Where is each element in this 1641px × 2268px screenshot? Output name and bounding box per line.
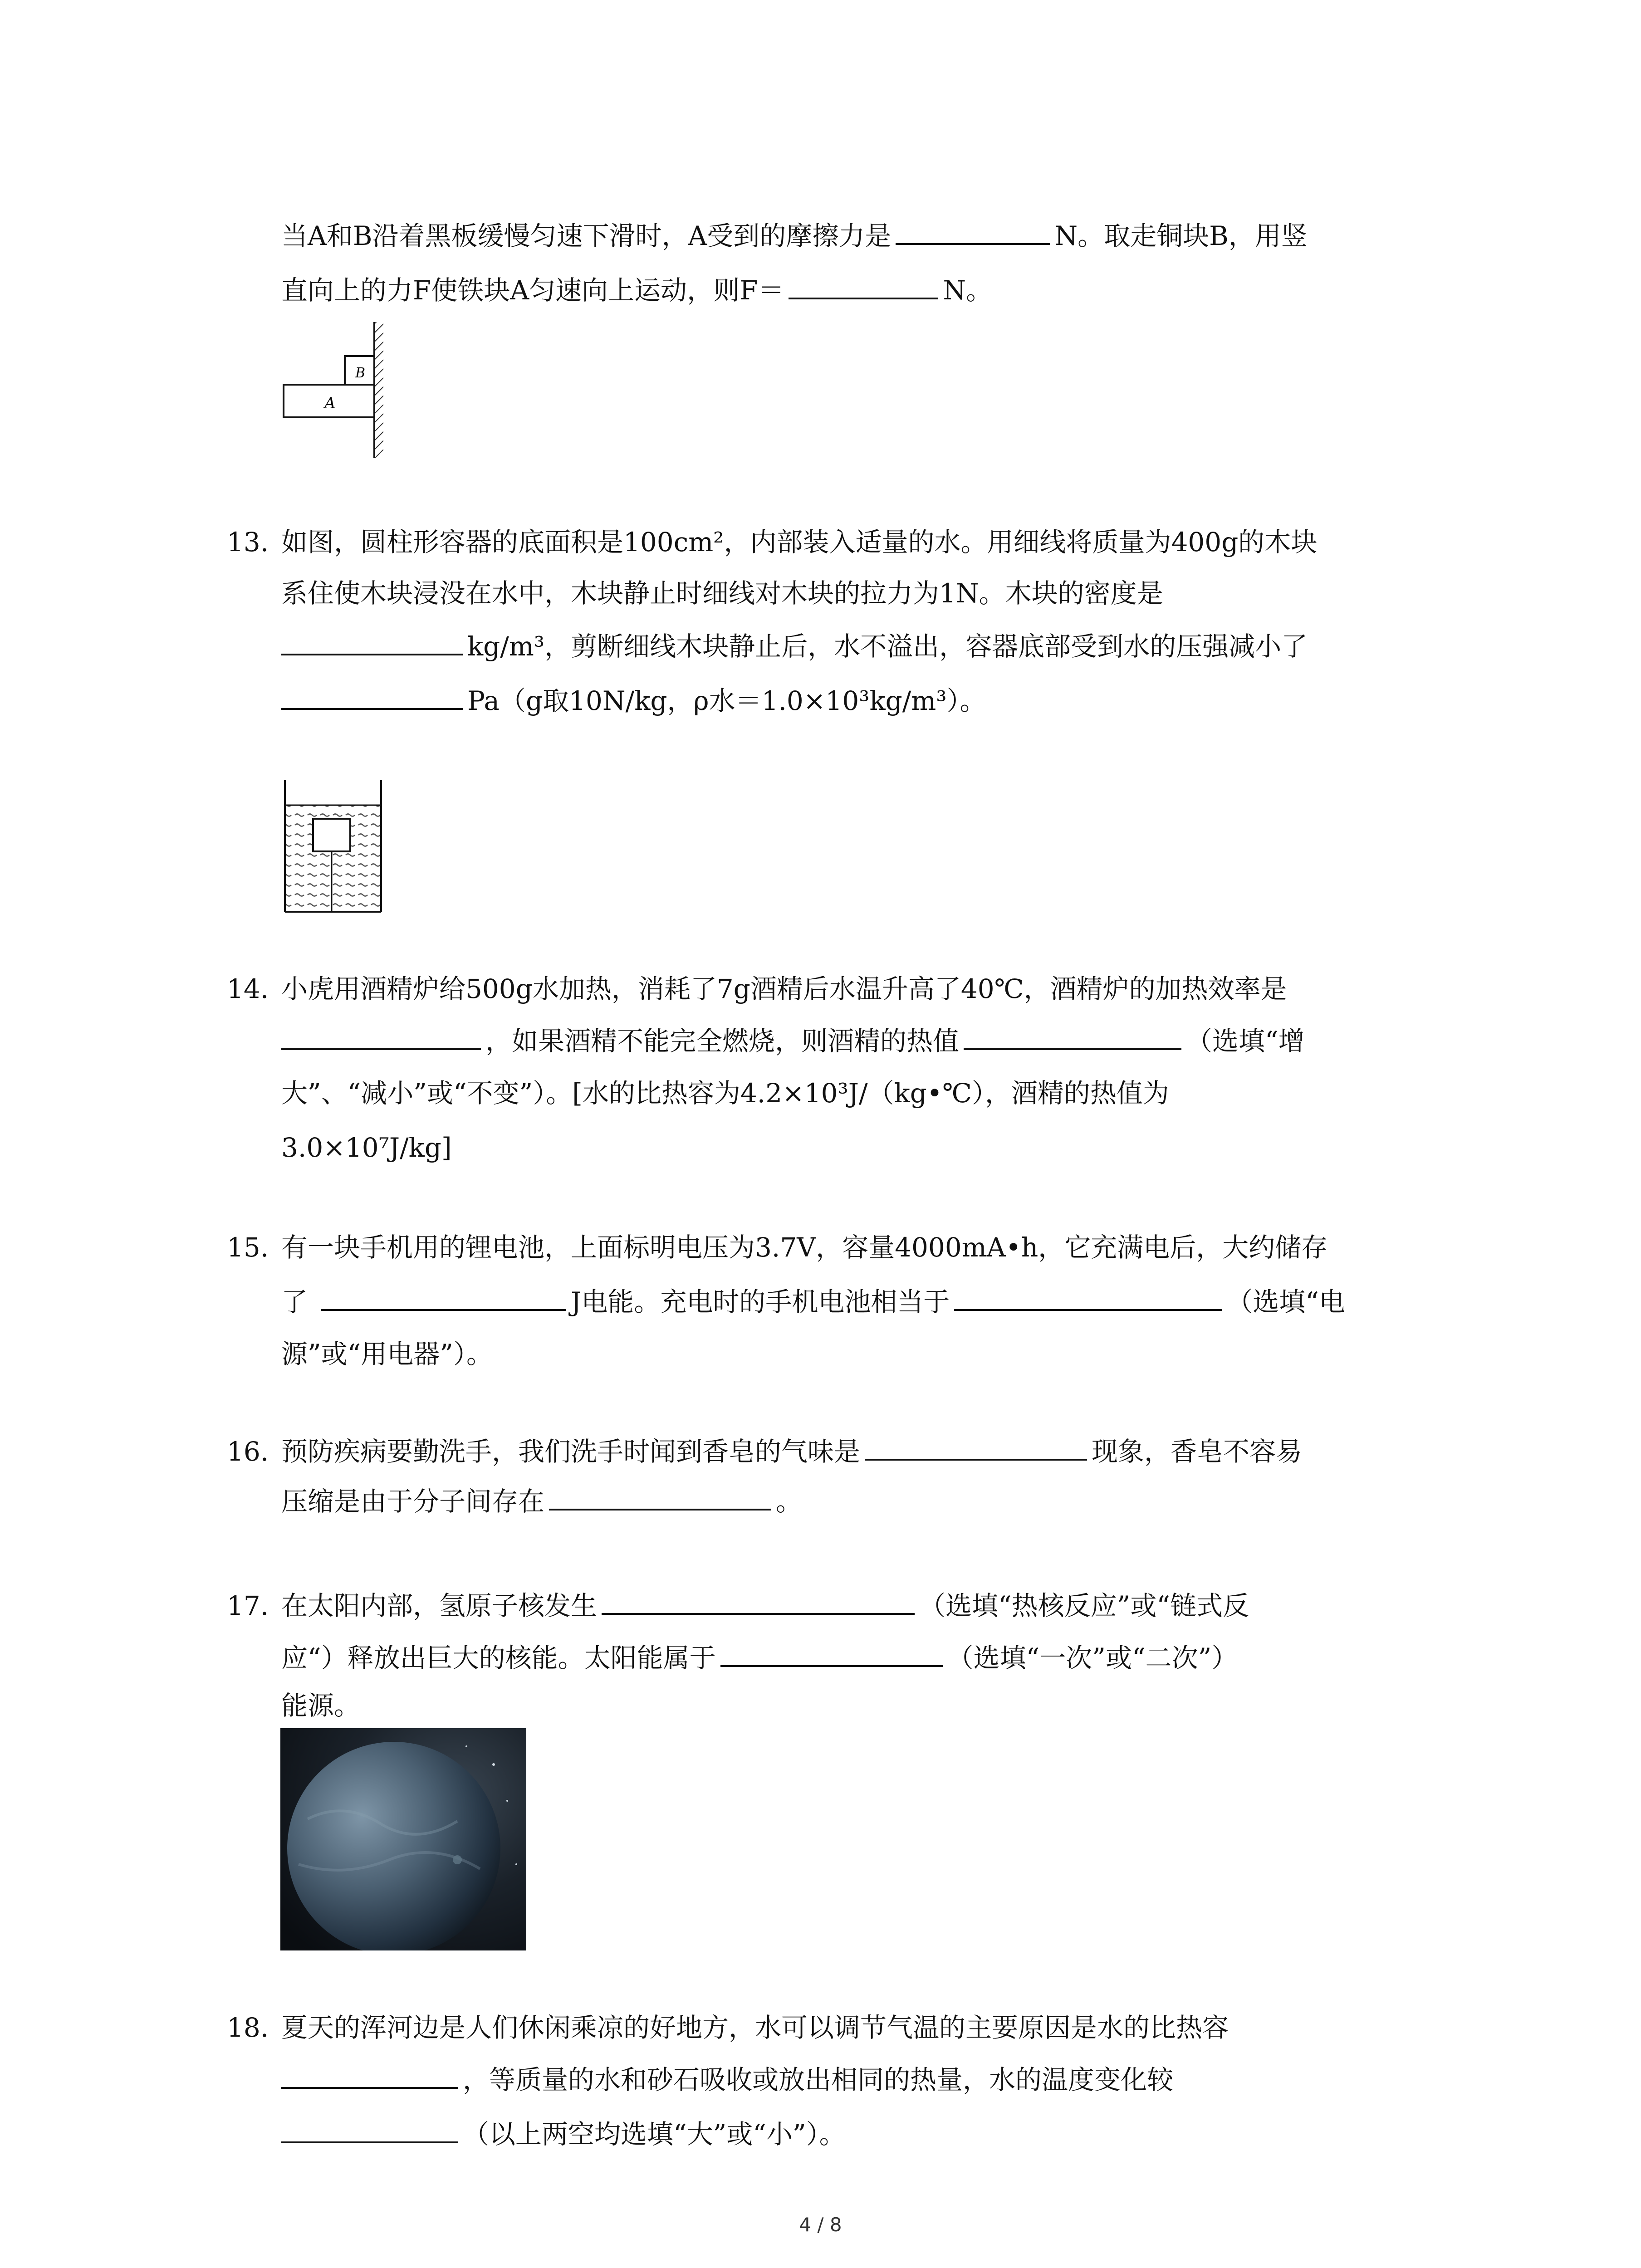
q13-line-3 — [281, 628, 1308, 665]
q17-blank-1[interactable] — [602, 1590, 915, 1615]
q14-line-2 — [281, 1023, 1305, 1059]
q17-text: 在太阳内部，氢原子核发生 — [281, 1590, 598, 1621]
q15-blank-1[interactable] — [321, 1286, 566, 1311]
q16-text: 。 — [776, 1486, 803, 1517]
q17-text: 应“）释放出巨大的核能。太阳能属于 — [281, 1642, 716, 1673]
planet — [287, 1742, 500, 1950]
blackboard-wall — [374, 322, 383, 458]
q15-text: （选填“电 — [1226, 1286, 1345, 1317]
q15-line-3: 源”或“用电器”）。 — [281, 1339, 493, 1369]
q13-text: Pa（g取10N/kg，ρ水＝1.0×10³kg/m³）。 — [467, 685, 986, 716]
q18-line-1: 夏天的浑河边是人们休闲乘凉的好地方，水可以调节气温的主要原因是水的比热容 — [281, 2012, 1229, 2043]
q13-line-4 — [281, 683, 986, 719]
q17-line-3: 能源。 — [281, 1690, 361, 1721]
q13-text: kg/m³，剪断细线木块静止后，水不溢出，容器底部受到水的压强减小了 — [467, 631, 1308, 662]
q15-text: 了 — [281, 1286, 308, 1317]
q15-text: J电能。充电时的手机电池相当于 — [571, 1286, 950, 1317]
page-number: 4 / 8 — [799, 2214, 842, 2236]
q16-blank-2[interactable] — [549, 1486, 771, 1510]
q16-text: 压缩是由于分子间存在 — [281, 1486, 545, 1517]
q18-text: ，等质量的水和砂石吸收或放出相同的热量，水的温度变化较 — [463, 2064, 1174, 2095]
q16-line-1 — [281, 1433, 1302, 1470]
q18-line-3 — [281, 2116, 846, 2152]
q17-line-1 — [281, 1588, 1249, 1624]
q17-number: 17. — [227, 1590, 269, 1621]
q17-blank-2[interactable] — [720, 1642, 943, 1667]
q15-blank-2[interactable] — [954, 1286, 1222, 1311]
q16-number: 16. — [227, 1436, 269, 1467]
q18-line-2 — [281, 2062, 1173, 2098]
wood-block — [313, 819, 350, 851]
q14-number: 14. — [227, 973, 269, 1004]
q18-number: 18. — [227, 2012, 269, 2043]
q17-text: （选填“一次”或“二次”） — [947, 1642, 1238, 1673]
q12-blank-2[interactable] — [789, 275, 938, 299]
q14-blank-1[interactable] — [281, 1026, 481, 1050]
q14-blank-2[interactable] — [964, 1026, 1181, 1050]
q14-text: （选填“增 — [1186, 1026, 1305, 1056]
q13-blank-2[interactable] — [281, 685, 463, 710]
q12-line-1 — [281, 218, 1308, 254]
q12-text: 当A和B沿着黑板缓慢匀速下滑时，A受到的摩擦力是 — [281, 220, 892, 251]
q16-text: 现象，香皂不容易 — [1092, 1436, 1303, 1467]
q17-text: （选填“热核反应”或“链式反 — [919, 1590, 1249, 1621]
q13-line-1: 如图，圆柱形容器的底面积是100cm²，内部装入适量的水。用细线将质量为400g的木块 — [281, 527, 1318, 557]
q15-line-1: 有一块手机用的锂电池，上面标明电压为3.7V，容量4000mA•h，它充满电后，大约储存 — [281, 1232, 1328, 1263]
q12-text: N。取走铜块B，用竖 — [1054, 220, 1308, 251]
q15-number: 15. — [227, 1232, 269, 1263]
q14-line-3: 大”、“减小”或“不变”）。[水的比热容为4.2×10³J/（kg•℃），酒精的热值为 — [281, 1078, 1169, 1109]
q12-blocks-figure — [281, 318, 399, 463]
q12-blank-1[interactable] — [896, 220, 1050, 245]
q14-line-1: 小虎用酒精炉给500g水加热，消耗了7g酒精后水温升高了40℃，酒精炉的加热效率是 — [281, 973, 1287, 1004]
q18-blank-1[interactable] — [281, 2064, 458, 2089]
q14-text: ，如果酒精不能完全燃烧，则酒精的热值 — [485, 1026, 960, 1056]
q13-number: 13. — [227, 527, 269, 557]
q17-line-2 — [281, 1640, 1238, 1676]
q13-blank-1[interactable] — [281, 631, 463, 655]
q13-line-2: 系住使木块浸没在水中，木块静止时细线对木块的拉力为1N。木块的密度是 — [281, 578, 1163, 609]
q18-text: （以上两空均选填“大”或“小”）。 — [463, 2119, 846, 2150]
q12-text: N。 — [943, 275, 993, 306]
q16-blank-1[interactable] — [865, 1436, 1087, 1461]
q13-container-figure — [281, 780, 386, 916]
q12-text: 直向上的力F使铁块A匀速向上运动，则F＝ — [281, 275, 784, 306]
q12-line-2 — [281, 272, 992, 308]
planet-image — [280, 1728, 526, 1950]
q14-line-4: 3.0×10⁷J/kg] — [281, 1132, 452, 1163]
q16-line-2 — [281, 1483, 802, 1520]
label-b: B — [355, 365, 366, 381]
label-a: A — [324, 394, 336, 412]
q18-blank-2[interactable] — [281, 2119, 458, 2143]
q16-text: 预防疾病要勤洗手，我们洗手时闻到香皂的气味是 — [281, 1436, 861, 1467]
q15-line-2 — [281, 1284, 1345, 1320]
